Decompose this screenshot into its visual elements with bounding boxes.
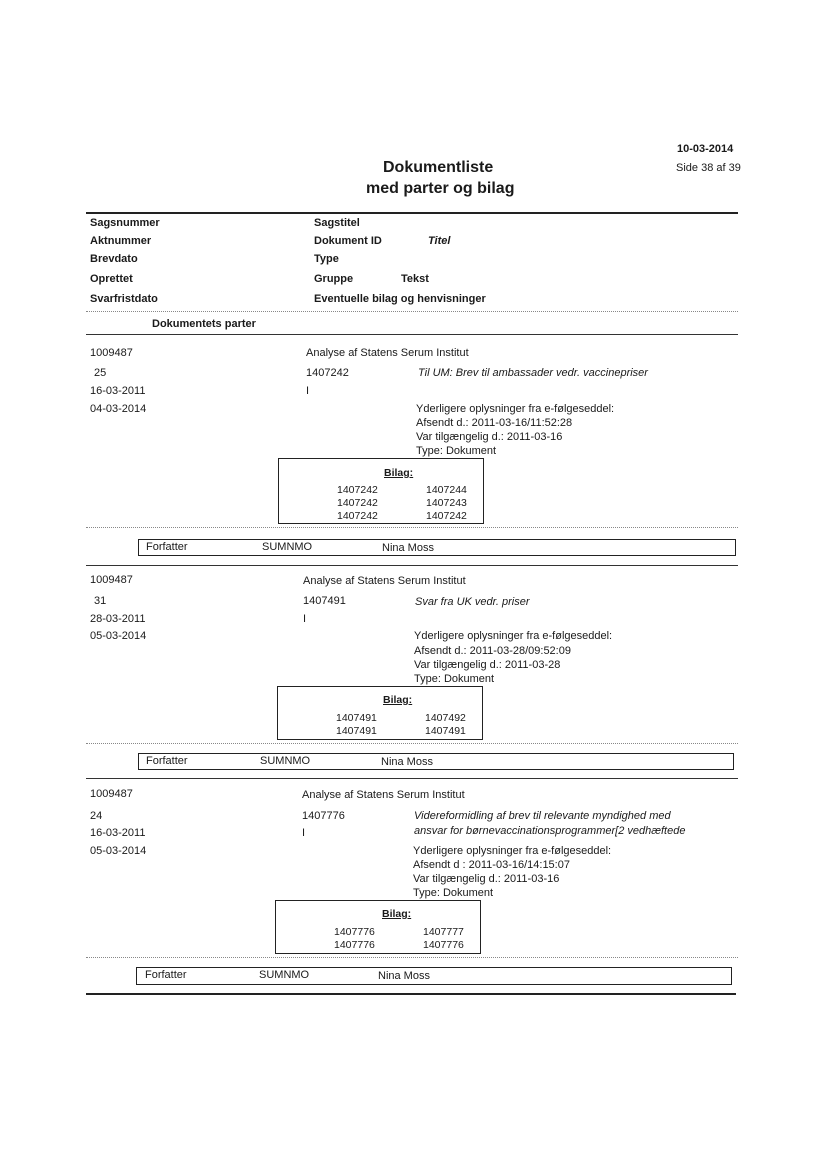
page-number: Side 38 af 39	[676, 162, 741, 174]
record-aktnummer: 25	[94, 367, 107, 379]
legend-svarfristdato: Svarfristdato	[90, 293, 158, 305]
bilag-cell: 1407242	[337, 510, 378, 522]
forfatter-box	[138, 753, 734, 770]
record-dotted-rule	[86, 957, 738, 958]
bilag-title: Bilag:	[382, 908, 412, 920]
legend-parter: Dokumentets parter	[152, 318, 256, 330]
legend-gruppe: Gruppe	[314, 273, 354, 285]
bilag-cell: 1407491	[336, 712, 377, 724]
record-brevdato: 16-03-2011	[90, 827, 146, 839]
bilag-cell: 1407491	[336, 725, 377, 737]
bilag-cell: 1407243	[426, 497, 467, 509]
legend-dokument-id: Dokument ID	[314, 235, 382, 247]
record-type: I	[302, 827, 306, 839]
bilag-cell: 1407242	[337, 484, 378, 496]
record-sagstitel: Analyse af Statens Serum Institut	[303, 575, 466, 587]
record-sagsnummer: 1009487	[90, 574, 133, 586]
forfatter-box	[138, 539, 736, 556]
record-oprettet: 04-03-2014	[90, 403, 147, 415]
record-type-doc: Type: Dokument	[416, 445, 497, 457]
legend-oprettet: Oprettet	[90, 273, 133, 285]
record-type-doc: Type: Dokument	[413, 887, 494, 899]
record-bottom-rule	[86, 565, 738, 566]
record-sagsnummer: 1009487	[90, 347, 133, 359]
record-sagstitel: Analyse af Statens Serum Institut	[302, 789, 465, 801]
forfatter-label: Forfatter	[146, 541, 188, 553]
legend-top-rule	[86, 212, 738, 214]
bilag-cell: 1407776	[423, 939, 464, 951]
forfatter-code: SUMNMO	[260, 755, 311, 767]
forfatter-name: Nina Moss	[378, 970, 430, 982]
record-info-heading: Yderligere oplysninger fra e-følgeseddel:	[414, 630, 613, 642]
print-date: 10-03-2014	[677, 143, 734, 155]
record-tilgaengelig: Var tilgængelig d.: 2011-03-16	[416, 431, 563, 443]
record-dotted-rule	[86, 743, 738, 744]
legend-titel: Titel	[428, 235, 451, 247]
legend-brevdato: Brevdato	[90, 253, 138, 265]
record-bottom-rule	[86, 778, 738, 779]
record-titel: Svar fra UK vedr. priser	[415, 596, 530, 608]
record-dokument-id: 1407776	[302, 810, 345, 822]
legend-aktnummer: Aktnummer	[90, 235, 152, 247]
bilag-cell: 1407244	[426, 484, 467, 496]
forfatter-label: Forfatter	[146, 755, 188, 767]
record-titel: Til UM: Brev til ambassader vedr. vaccinepriser	[418, 367, 648, 379]
record-tilgaengelig: Var tilgængelig d.: 2011-03-16	[413, 873, 560, 885]
record-dotted-rule	[86, 527, 738, 528]
bilag-cell: 1407776	[334, 926, 375, 938]
record-type-doc: Type: Dokument	[414, 673, 495, 685]
legend-sagstitel: Sagstitel	[314, 217, 360, 229]
forfatter-name: Nina Moss	[381, 756, 433, 768]
record-brevdato: 16-03-2011	[90, 385, 146, 397]
record-titel-cont: ansvar for børnevaccinationsprogrammer[2 vedhæftede	[414, 825, 686, 837]
bilag-cell: 1407491	[425, 725, 466, 737]
record-dokument-id: 1407242	[306, 367, 349, 379]
record-info-heading: Yderligere oplysninger fra e-følgeseddel:	[416, 403, 615, 415]
bilag-cell: 1407242	[426, 510, 467, 522]
legend-sagsnummer: Sagsnummer	[90, 217, 160, 229]
record-tilgaengelig: Var tilgængelig d.: 2011-03-28	[414, 659, 561, 671]
record-oprettet: 05-03-2014	[90, 630, 147, 642]
record-type: I	[303, 613, 307, 625]
page-title: Dokumentliste	[383, 159, 494, 176]
legend-dotted-rule	[86, 311, 738, 312]
bilag-cell: 1407776	[334, 939, 375, 951]
legend-tekst: Tekst	[401, 273, 429, 285]
record-info-heading: Yderligere oplysninger fra e-følgeseddel:	[413, 845, 612, 857]
record-aktnummer: 24	[90, 810, 103, 822]
legend-type: Type	[314, 253, 339, 265]
page-bottom-rule	[86, 993, 736, 995]
forfatter-label: Forfatter	[145, 969, 187, 981]
record-afsendt: Afsendt d : 2011-03-16/14:15:07	[413, 859, 570, 871]
record-dokument-id: 1407491	[303, 595, 346, 607]
bilag-title: Bilag:	[384, 467, 414, 479]
record-afsendt: Afsendt d.: 2011-03-28/09:52:09	[414, 645, 571, 657]
bilag-cell: 1407492	[425, 712, 466, 724]
forfatter-code: SUMNMO	[259, 969, 310, 981]
record-type: I	[306, 385, 310, 397]
page-subtitle: med parter og bilag	[366, 180, 515, 197]
legend-bottom-rule	[86, 334, 738, 335]
record-titel: Videreformidling af brev til relevante myndighed med	[414, 810, 671, 822]
record-aktnummer: 31	[94, 595, 107, 607]
record-afsendt: Afsendt d.: 2011-03-16/11:52:28	[416, 417, 573, 429]
forfatter-code: SUMNMO	[262, 541, 313, 553]
record-sagsnummer: 1009487	[90, 788, 133, 800]
forfatter-name: Nina Moss	[382, 542, 434, 554]
legend-bilag-henvisninger: Eventuelle bilag og henvisninger	[314, 293, 486, 305]
record-brevdato: 28-03-2011	[90, 613, 146, 625]
record-oprettet: 05-03-2014	[90, 845, 147, 857]
record-sagstitel: Analyse af Statens Serum Institut	[306, 347, 469, 359]
forfatter-box	[136, 967, 732, 985]
bilag-title: Bilag:	[383, 694, 413, 706]
bilag-cell: 1407777	[423, 926, 464, 938]
bilag-cell: 1407242	[337, 497, 378, 509]
